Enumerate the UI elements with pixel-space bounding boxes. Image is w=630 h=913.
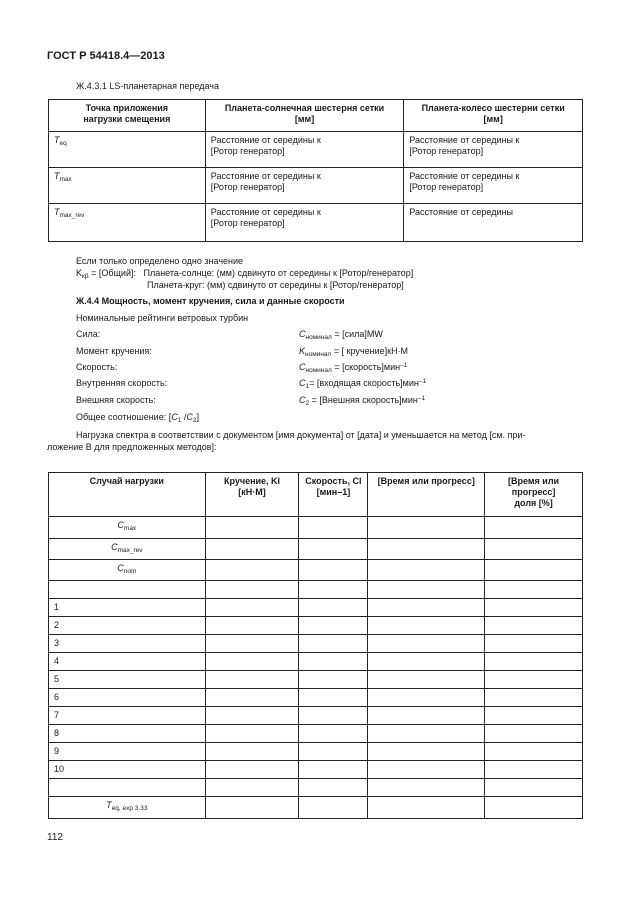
note-line: $K_{к\beta}$ = [Общий]: Планета-солнце: (мм) сдвинуто от середины к [Ротор/генератор] <box>76 268 414 280</box>
paragraph: Нагрузка спектра в соответствии с документом [имя документа] от [дата] и уменьшается на метод [см. при- <box>76 430 526 440</box>
note-line: Планета-круг: (мм) сдвинуто от середины к [Ротор/генератор] <box>147 280 404 290</box>
column-header: Скорость, Cl [мин–1] <box>299 473 368 517</box>
rating-value: $C_{номинал}$ = [скорость]мин$^{-1}$ <box>299 362 408 374</box>
table-row: 5 <box>49 671 583 689</box>
table-row: $C_{nom}$ <box>49 560 583 581</box>
rating-label: Внутренняя скорость: <box>76 378 168 388</box>
rating-value: $C_2$ = [Внешняя скорость]мин$^{-1}$ <box>299 395 426 407</box>
table-row <box>49 779 583 797</box>
column-header: [Время или прогресс] доля [%] <box>485 473 583 517</box>
table-row: 4 <box>49 653 583 671</box>
table-row: 6 <box>49 689 583 707</box>
offset-load-table <box>48 99 583 242</box>
note-line: Если только определено одно значение <box>76 256 244 266</box>
section-heading: Ж.4.4 Мощность, момент кручения, сила и данные скорости <box>76 296 345 306</box>
table-row: 9 <box>49 743 583 761</box>
table-row: 1 <box>49 599 583 617</box>
table-row: $T_{max\_rev}$ Расстояние от середины к [Ротор генератор] Расстояние от середины <box>49 204 583 242</box>
table-row <box>49 581 583 599</box>
rating-label: Внешняя скорость: <box>76 395 156 405</box>
rating-label: Сила: <box>76 329 101 339</box>
column-header: Планета-солнечная шестерня сетки [мм] <box>205 100 404 132</box>
table-row: 3 <box>49 635 583 653</box>
load-spectrum-table <box>48 472 583 819</box>
column-header: [Время или прогресс] <box>368 473 485 517</box>
rating-label: Скорость: <box>76 362 118 372</box>
column-header: Планета-колесо шестерни сетки [мм] <box>404 100 583 132</box>
column-header: Кручение, Kl [кН·М] <box>205 473 299 517</box>
rating-value: $K_{номинал}$ = [ кручение]кН·М <box>299 346 409 358</box>
table-row: 8 <box>49 725 583 743</box>
table-row: 2 <box>49 617 583 635</box>
column-header: Случай нагрузки <box>49 473 206 517</box>
table-row: $C_{max\_rev}$ <box>49 539 583 560</box>
page-number: 112 <box>47 832 63 843</box>
table-row: 10 <box>49 761 583 779</box>
rating-value: $C_1=$ [входящая скорость]мин$^{-1}$ <box>299 378 427 390</box>
table-row: $C_{max}$ <box>49 517 583 539</box>
column-header: Точка приложения нагрузки смещения <box>49 100 206 132</box>
rating-label: Момент кручения: <box>76 346 152 356</box>
paragraph-continued: ложение В для предложенных методов]: <box>47 442 217 452</box>
ratio-line: Общее соотношение: [$C_1$ $/C_2$] <box>76 412 199 424</box>
document-header: ГОСТ Р 54418.4—2013 <box>47 50 165 62</box>
table-row: 7 <box>49 707 583 725</box>
section-title: Ж.4.3.1 LS-планетарная передача <box>76 81 219 91</box>
ratings-title: Номинальные рейтинги ветровых турбин <box>76 313 249 323</box>
table-row: $T_{max}$ Расстояние от середины к [Ротор генератор] Расстояние от середины к [Ротор генератор] <box>49 168 583 204</box>
table-row: $T_{eq}$ Расстояние от середины к [Ротор генератор] Расстояние от середины к [Ротор генератор] <box>49 132 583 168</box>
table-row: $T_{eq, exp 3.33}$ <box>49 797 583 819</box>
rating-value: $C_{номинал}$ = [сила]MW <box>299 329 383 341</box>
